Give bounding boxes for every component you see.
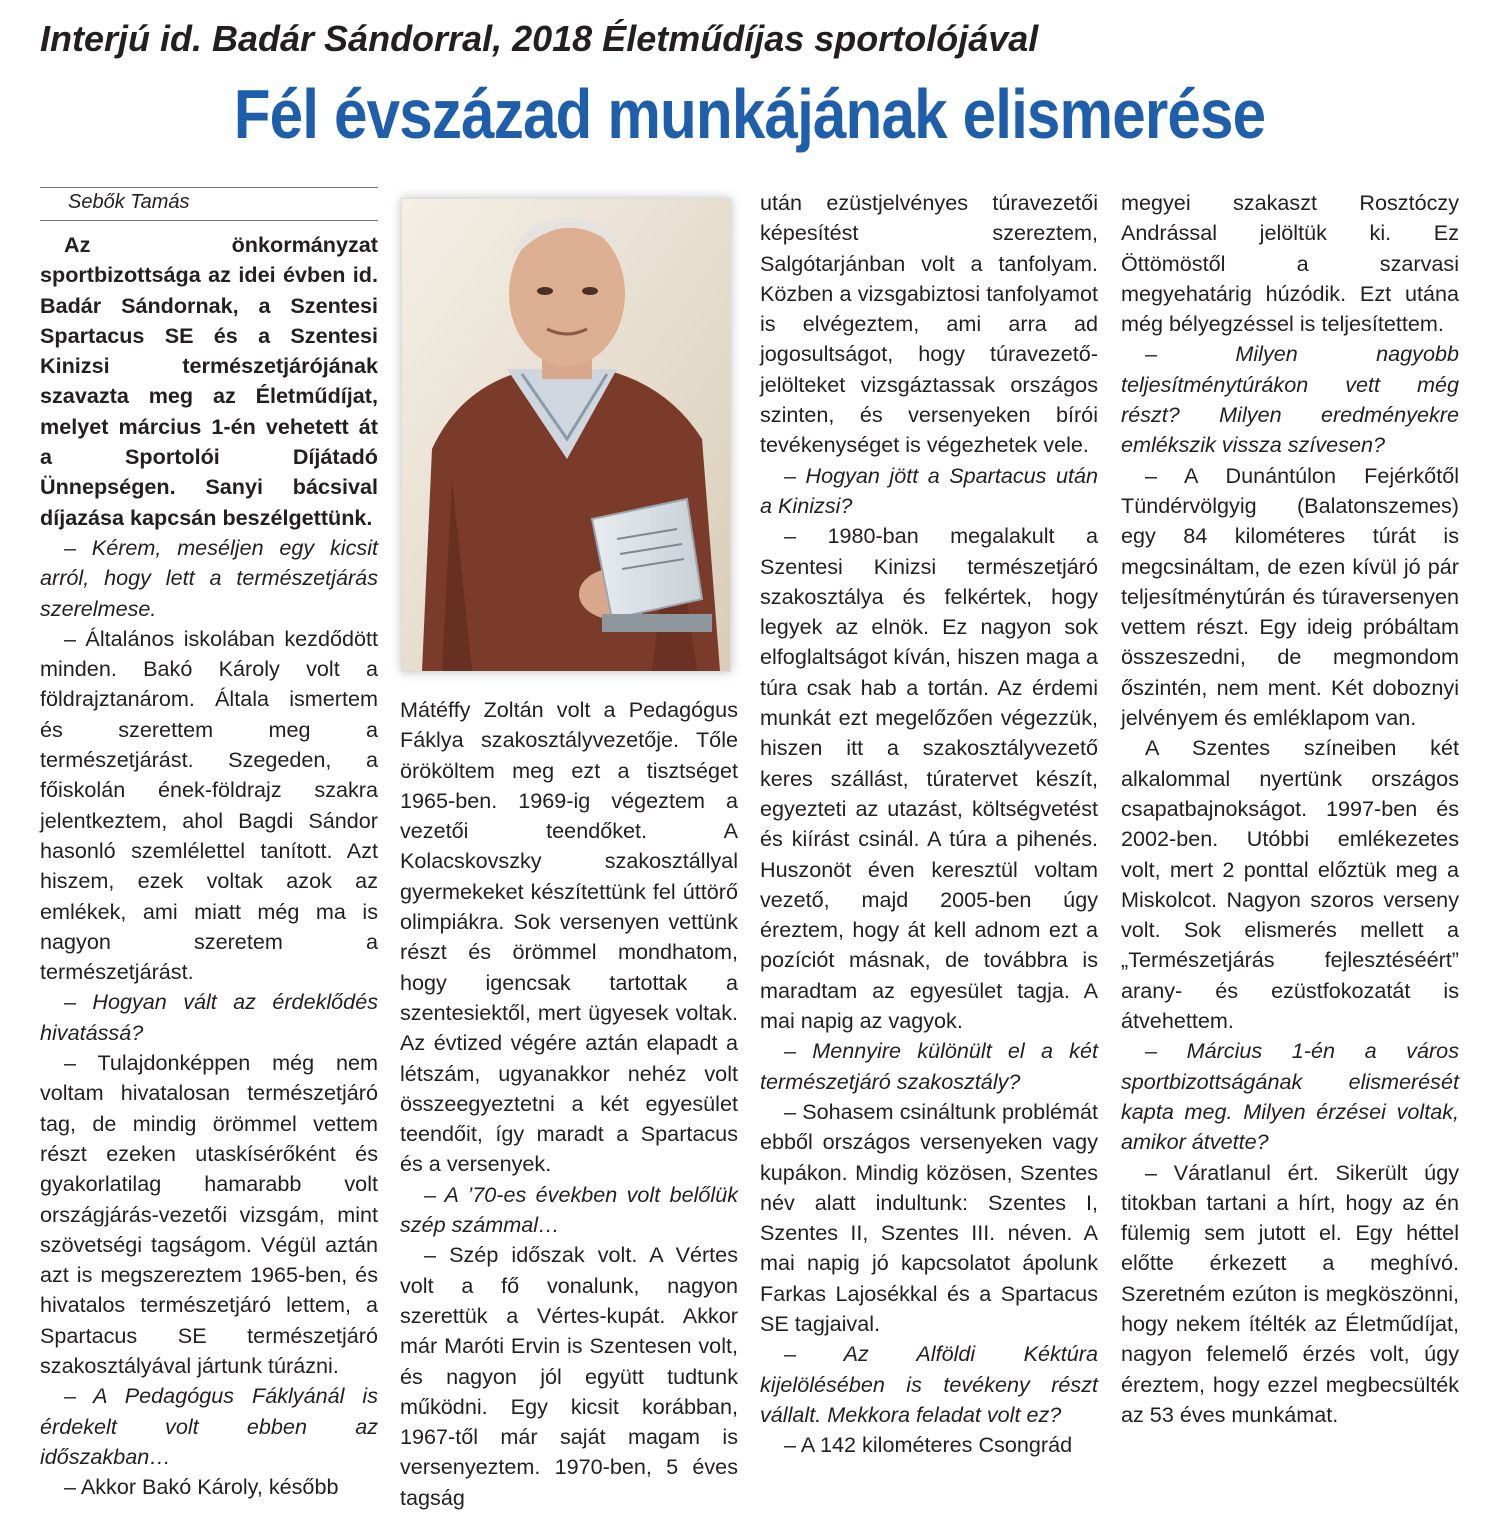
continued-paragraph: megyei szakaszt Rosztóczy Andrással jelöltük ki. Ez Öttömöstől a szarvasi megyehatárig húzódik. Ezt utána még bélyegzéssel is teljesítettem. bbox=[1121, 190, 1459, 337]
answer-paragraph: – A Dunántúlon Fejérkőtől Tündérvölgyig (Balatonszemes) egy 84 kilométeres túrát is megcsináltam, de ezen kívül jó pár teljesítménytúrán és túraversenyen vettem részt. Egy ideig próbáltam összeszedni, de megmondom őszintén, nem ment. Két doboznyi jelvényem és emléklapom van. bbox=[1121, 462, 1459, 731]
answer-paragraph: A Szentes színeiben két alkalommal nyertünk országos csapatbajnokságot. 1997-ben és 2002-ben. Utóbbi emlékezetes volt, mert 2 ponttal előztük meg a Miskolcot. Nagyon szoros verseny volt. Sok elismerés mellett a „Természetjárás fejlesztéséért” arany- és ezüstfokozatát is átvehettem. bbox=[1121, 735, 1459, 1034]
article-headline: Fél évszázad munkájának elismerése bbox=[233, 75, 1266, 153]
question-paragraph: – Kérem, meséljen egy kicsit arról, hogy lett a természetjárás szerelmese. bbox=[40, 534, 378, 621]
portrait-photo bbox=[401, 198, 731, 672]
byline-box bbox=[40, 187, 378, 221]
answer-paragraph: – Sohasem csináltunk problémát ebből országos versenyeken vagy kupákon. Mindig közösen, Szentes név alatt indultunk: Szentes I, Szentes II, Szentes III. néven. A mai napig jó kapcsolatot ápolunk Farkas Lajosékkal és a Spartacus SE tagjaival. bbox=[760, 1098, 1098, 1336]
column-1 bbox=[40, 230, 378, 1502]
continued-paragraph: Mátéffy Zoltán volt a Pedagógus Fáklya szakosztályvezetője. Tőle örököltem meg ezt a tisztséget 1965-ben. 1969-ig végeztem a vezetői teendőket. A Kolacskovszky szakosztállyal gyermekeket készítettünk fel úttörő olimpiákra. Sok versenyen vettünk részt és örömmel mondhatom, hogy igencsak tartottak a szentesiektől, mert ügyesek voltak. Az évtized végére aztán elapadt a létszám, ugyanakkor nehéz volt összeegyeztetni a két egyesület teendőit, így maradt a Spartacus és a versenyek. bbox=[400, 697, 738, 1177]
question-paragraph: – Hogyan vált az érdeklődés hivatássá? bbox=[40, 989, 378, 1045]
article-kicker: Interjú id. Badár Sándorral, 2018 Életműdíjas sportolójával bbox=[40, 18, 1039, 59]
answer-paragraph: – 1980-ban megalakult a Szentesi Kinizsi természetjáró szakosztálya és felkértek, hogy legyek az elnök. Ez nagyon sok elfoglaltságot kíván, hiszen maga a túra csak hab a tortán. Az érdemi munkát ezt megelőzően végezzük, hiszen itt a szakosztályvezető keres szállást, túratervet készít, egyezteti az utazást, költségvetést és kiírást csinál. A túra a pihenés. Huszonöt éven keresztül voltam vezető, majd 2005-ben úgy éreztem, hogy át kell adnom ezt a pozíciót másnak, de továbbra is maradtam az egyesület tagja. A mai napig az vagyok. bbox=[760, 523, 1098, 1034]
lead-paragraph: Az önkormányzat sportbizottsága az idei évben id. Badár Sándornak, a Szentesi Spartacus SE és a Szentesi Kinizsi természetjárójának szavazta meg az Életműdíjat, melyet március 1-én vehetett át a Sportolói Díjátadó Ünnepségen. Sanyi bácsival díjazása kapcsán beszélgettünk. bbox=[40, 232, 378, 530]
question-paragraph: – A Pedagógus Fáklyánál is érdekelt volt ebben az időszakban… bbox=[40, 1383, 378, 1469]
question-paragraph: – Hogyan jött a Spartacus után a Kinizsi? bbox=[760, 462, 1098, 518]
question-paragraph: – Március 1-én a város sportbizottságának elismerését kapta meg. Milyen érzései voltak, amikor átvette? bbox=[1121, 1038, 1459, 1155]
answer-paragraph: – Tulajdonképpen még nem voltam hivatalosan természetjáró tag, de mindig örömmel vettem részt ezeken utaskísérőként és gyakorlatilag hamarabb volt országjárás-vezetői vizsgám, mint szövetségi tagságom. Végül aztán azt is megszereztem 1965-ben, és hivatalos természetjáró lettem, a Spartacus SE természetjáró szakosztályával jártunk túrázni. bbox=[40, 1050, 378, 1378]
question-paragraph: – Az Alföldi Kéktúra kijelölésében is tevékeny részt vállalt. Mekkora feladat volt ez? bbox=[760, 1341, 1098, 1427]
answer-paragraph: – Szép időszak volt. A Vértes volt a fő vonalunk, nagyon szerettük a Vértes-kupát. Akkor már Maróti Ervin is Szentesen volt, és nagyon jól együtt tudtunk működni. Egy kicsit korábban, 1967-től már saját magam is versenyeztem. 1970-ben, 5 éves tagság bbox=[400, 1242, 738, 1510]
question-paragraph: – Milyen nagyobb teljesítménytúrákon vett még részt? Milyen eredményekre emlékszik vissza szívesen? bbox=[1121, 341, 1459, 458]
byline-author: Sebők Tamás bbox=[68, 191, 190, 213]
question-paragraph: – Mennyire különült el a két természetjáró szakosztály? bbox=[760, 1038, 1098, 1094]
answer-paragraph: – A 142 kilométeres Csongrád bbox=[784, 1432, 1073, 1458]
answer-paragraph: – Akkor Bakó Károly, később bbox=[64, 1474, 339, 1500]
column-3 bbox=[760, 188, 1098, 1460]
continued-paragraph: után ezüstjelvényes túravezetői képesítést szereztem, Salgótarjánban volt a tanfolyam. Közben a vizsgabiztosi tanfolyamot is elvégeztem, ami arra ad jogosultságot, hogy túravezető-jelölteket vizsgáztassak országos szinten, és versenyeken bírói tevékenységet is végezhetek vele. bbox=[760, 190, 1098, 458]
answer-paragraph: – Váratlanul ért. Sikerült úgy titokban tartani a hírt, hogy az én fülemig sem jutott el. Egy héttel előtte érkezett a meghívó. Szeretném ezúton is megköszönni, hogy nekem ítélték az Életműdíjat, nagyon felemelő érzés volt, úgy éreztem, hogy ezzel megbecsülték az 53 éves munkámat. bbox=[1121, 1159, 1459, 1427]
column-4 bbox=[1121, 188, 1459, 1430]
column-2 bbox=[400, 695, 738, 1513]
portrait-photo-icon bbox=[402, 199, 730, 671]
question-paragraph: – A ’70-es években volt belőlük szép számmal… bbox=[400, 1181, 738, 1238]
answer-paragraph: – Általános iskolában kezdődött minden. Bakó Károly volt a földrajztanárom. Általa ismertem és szerettem meg a természetjárást. Szegeden, a főiskolán ének-földrajz szakra jelentkeztem, ahol Bagdi Sándor hasonló szemlélettel tanított. Azt hiszem, ezek voltak azok az emlékek, ami miatt még ma is nagyon szeretem a természetjárást. bbox=[40, 625, 378, 985]
